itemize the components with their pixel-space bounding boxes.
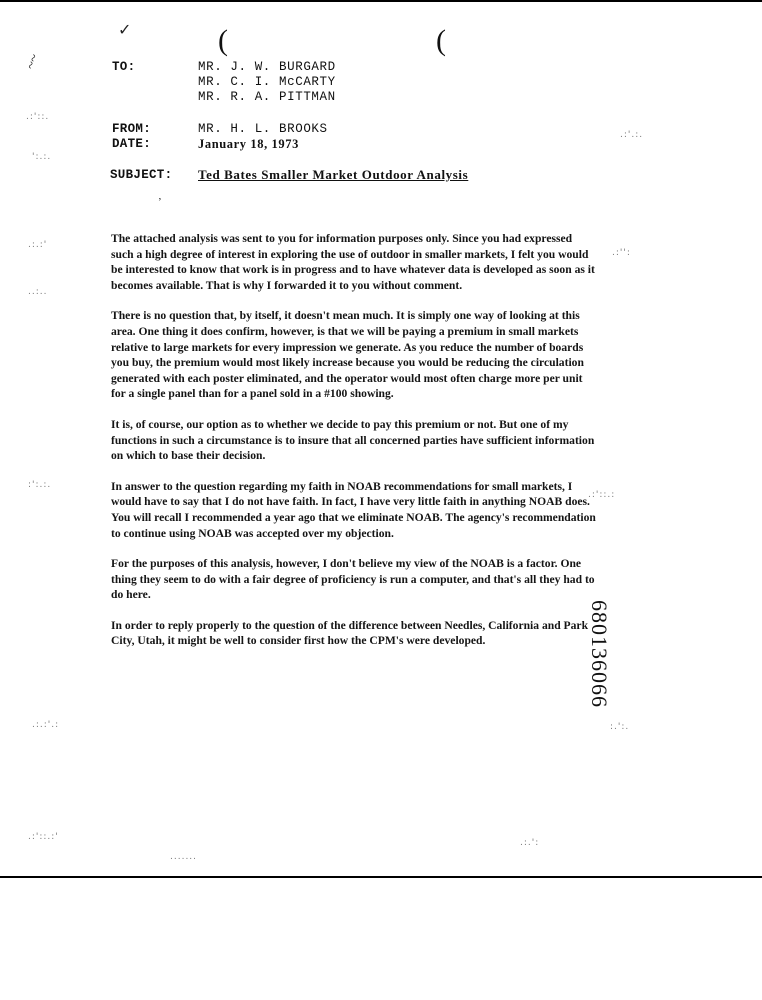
- body-paragraph: For the purposes of this analysis, however, I don't believe my view of the NOAB is a factor. One thing they seem to do with a fair degree of proficiency is run a computer, and that's all they had to do here.: [111, 557, 595, 602]
- scan-noise: .:'.:.: [620, 130, 644, 140]
- scan-noise: .......: [170, 852, 198, 862]
- subject-label: SUBJECT:: [110, 168, 173, 182]
- date-value: January 18, 1973: [198, 137, 299, 151]
- scan-noise: :.':.: [610, 722, 630, 732]
- scan-noise: .:.:'.:: [32, 720, 60, 730]
- from-value: MR. H. L. BROOKS: [198, 122, 328, 136]
- body-paragraph: In answer to the question regarding my faith in NOAB recommendations for small markets, I would have to say that I do not have faith. In fact, I have very little faith in anything NOAB does. You will recall I recommended a year ago that we eliminate NOAB. The agency's recommendation to continue using NOAB was accepted over my objection.: [111, 479, 596, 540]
- subject-value: Ted Bates Smaller Market Outdoor Analysis: [198, 167, 469, 182]
- scan-noise: .:'':: [612, 248, 631, 258]
- scan-noise: .:.:': [28, 240, 48, 250]
- scan-noise: ':.:.: [32, 152, 52, 162]
- date-label: DATE:: [112, 137, 152, 151]
- scan-noise: .:'::.:': [28, 832, 59, 842]
- tick-mark: ✓: [118, 22, 132, 39]
- scan-noise: .:'::.:: [588, 490, 616, 500]
- scan-noise: .:.':: [520, 838, 540, 848]
- small-mark: ’: [158, 196, 162, 208]
- body-paragraph: The attached analysis was sent to you for information purposes only. Since you had expressed such a high degree of interest in exploring the use of outdoor in smaller markets, I felt you would be interested to know that work is in progress and to have whatever data is developed as soon as it becomes available. That is why I forwarded it to you without comment.: [111, 232, 595, 292]
- scan-noise: :':.:.: [28, 480, 52, 490]
- to-recipient: MR. J. W. BURGARD: [198, 60, 336, 74]
- body-paragraph: There is no question that, by itself, it doesn't mean much. It is simply one way of looking at this area. One thing it does confirm, however, is that we will be paying a premium in small markets relative to large markets for every impression we generate. As you reduce the number of boards you buy, the premium would most likely increase because you would be reducing the circulation generated with each poster eliminated, and the operator would most often charge more per unit for a single panel than for a panel sold in a #100 showing.: [111, 309, 584, 401]
- memo-body: [111, 231, 596, 664]
- body-paragraph: It is, of course, our option as to whether we decide to pay this premium or not. But one of my functions in such a circumstance is to insure that all concerned parties have sufficient information on which to base their decision.: [111, 417, 595, 463]
- right-paren-mark: (: [436, 24, 446, 57]
- body-paragraph: In order to reply properly to the question of the difference between Needles, California and Park City, Utah, it might be well to consider first how the CPM's were developed.: [111, 618, 589, 648]
- from-label: FROM:: [112, 122, 152, 136]
- to-label: TO:: [112, 60, 136, 74]
- to-recipient: MR. R. A. PITTMAN: [198, 90, 336, 104]
- margin-scribble: ~~: [23, 52, 43, 72]
- scan-noise: ..:..: [28, 287, 48, 297]
- left-paren-mark: (: [218, 24, 228, 57]
- scan-noise: .:'::.: [26, 112, 50, 122]
- to-recipient: MR. C. I. McCARTY: [198, 75, 336, 89]
- document-id: 680136066: [587, 600, 612, 708]
